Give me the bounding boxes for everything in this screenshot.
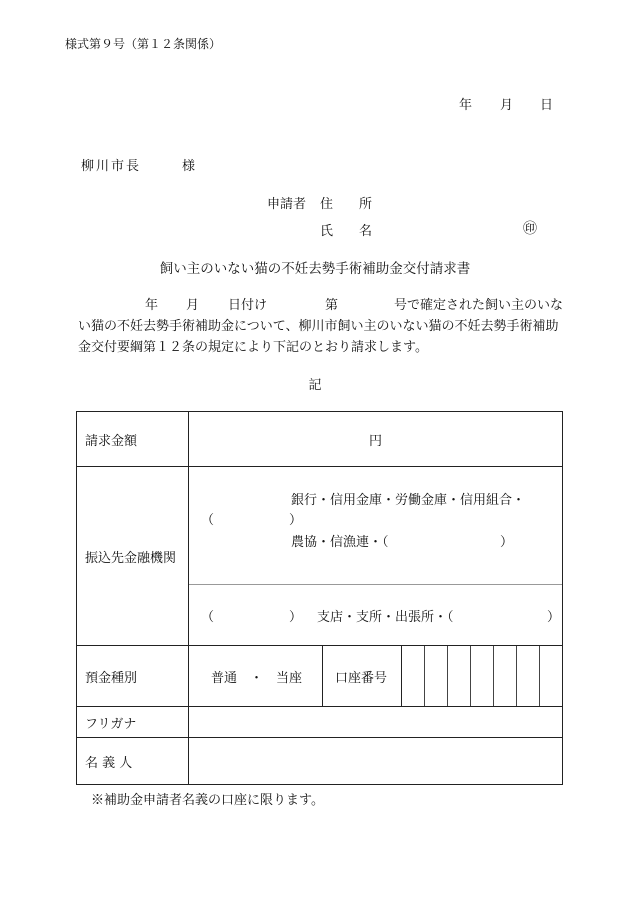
deposit-label: 預金種別 <box>77 646 189 707</box>
body-line-1 <box>78 295 564 316</box>
account-note: ※補助金申請者名義の口座に限ります。 <box>91 793 324 808</box>
applicant-label: 申請者 <box>267 197 307 212</box>
furigana-field[interactable] <box>189 707 563 738</box>
bank-row <box>77 467 563 646</box>
amount-row <box>77 412 563 467</box>
branch-area[interactable] <box>189 585 562 645</box>
holder-label: 名 義 人 <box>77 738 189 785</box>
account-digit-box[interactable] <box>493 646 516 706</box>
body-year: 年 <box>145 298 159 313</box>
body-day: 日付け <box>228 298 268 313</box>
account-digit-box[interactable] <box>424 646 447 706</box>
bank-types-2: 農協・信漁連・（ <box>291 535 389 550</box>
branch-close: ） <box>547 610 561 625</box>
bank-types-2-close: ） <box>500 535 514 550</box>
date-day: 日 <box>540 98 554 113</box>
account-number-label: 口座番号 <box>335 671 388 686</box>
account-digit-box[interactable] <box>470 646 493 706</box>
account-number-boxes[interactable] <box>401 646 562 706</box>
bank-paren-close: ） <box>289 513 303 528</box>
body-month: 月 <box>186 298 200 313</box>
address-label: 住 所 <box>320 197 373 212</box>
deposit-field <box>189 646 563 707</box>
bank-name-area[interactable] <box>189 467 562 585</box>
amount-unit: 円 <box>368 433 382 449</box>
holder-field[interactable] <box>189 738 563 785</box>
seal-mark: ㊞ <box>523 221 537 237</box>
body-text <box>78 295 564 358</box>
amount-field[interactable] <box>189 412 563 467</box>
bank-types-1: 銀行・信用金庫・労働金庫・信用組合・ <box>291 493 526 508</box>
bank-label: 振込先金融機関 <box>77 467 189 646</box>
body-line-3: 金交付要綱第１２条の規定により下記のとおり請求します。 <box>78 340 428 355</box>
document-title: 飼い主のいない猫の不妊去勢手術補助金交付請求書 <box>159 261 471 277</box>
request-table <box>76 411 563 785</box>
body-number: 第 <box>325 298 339 313</box>
addressee-name: 柳川市長 <box>81 159 142 174</box>
branch-types: 支店・支所・出張所・（ <box>317 610 454 625</box>
form-number: 様式第９号（第１２条関係） <box>65 37 222 51</box>
account-digit-box[interactable] <box>516 646 539 706</box>
amount-label: 請求金額 <box>77 412 189 467</box>
divider <box>322 646 323 706</box>
deposit-row <box>77 646 563 707</box>
branch-paren-close: ） <box>289 610 303 625</box>
furigana-label: フリガナ <box>77 707 189 738</box>
bank-paren-open: （ <box>201 513 215 528</box>
addressee-honorific: 様 <box>182 159 196 174</box>
furigana-row <box>77 707 563 738</box>
account-digit-box[interactable] <box>447 646 470 706</box>
ki-heading: 記 <box>308 378 322 393</box>
account-digit-box[interactable] <box>401 646 424 706</box>
date-month: 月 <box>500 98 514 113</box>
branch-paren-open: （ <box>201 610 215 625</box>
account-digit-box[interactable] <box>539 646 562 706</box>
name-label: 氏 名 <box>320 224 373 239</box>
body-line-1-rest: 号で確定された飼い主のいな <box>394 298 564 313</box>
body-line-2: い猫の不妊去勢手術補助金について、柳川市飼い主のいない猫の不妊去勢手術補助 <box>78 319 559 334</box>
bank-field[interactable] <box>189 467 563 646</box>
holder-row <box>77 738 563 785</box>
deposit-options[interactable]: 普通 ・ 当座 <box>211 671 303 686</box>
date-year: 年 <box>459 98 473 113</box>
